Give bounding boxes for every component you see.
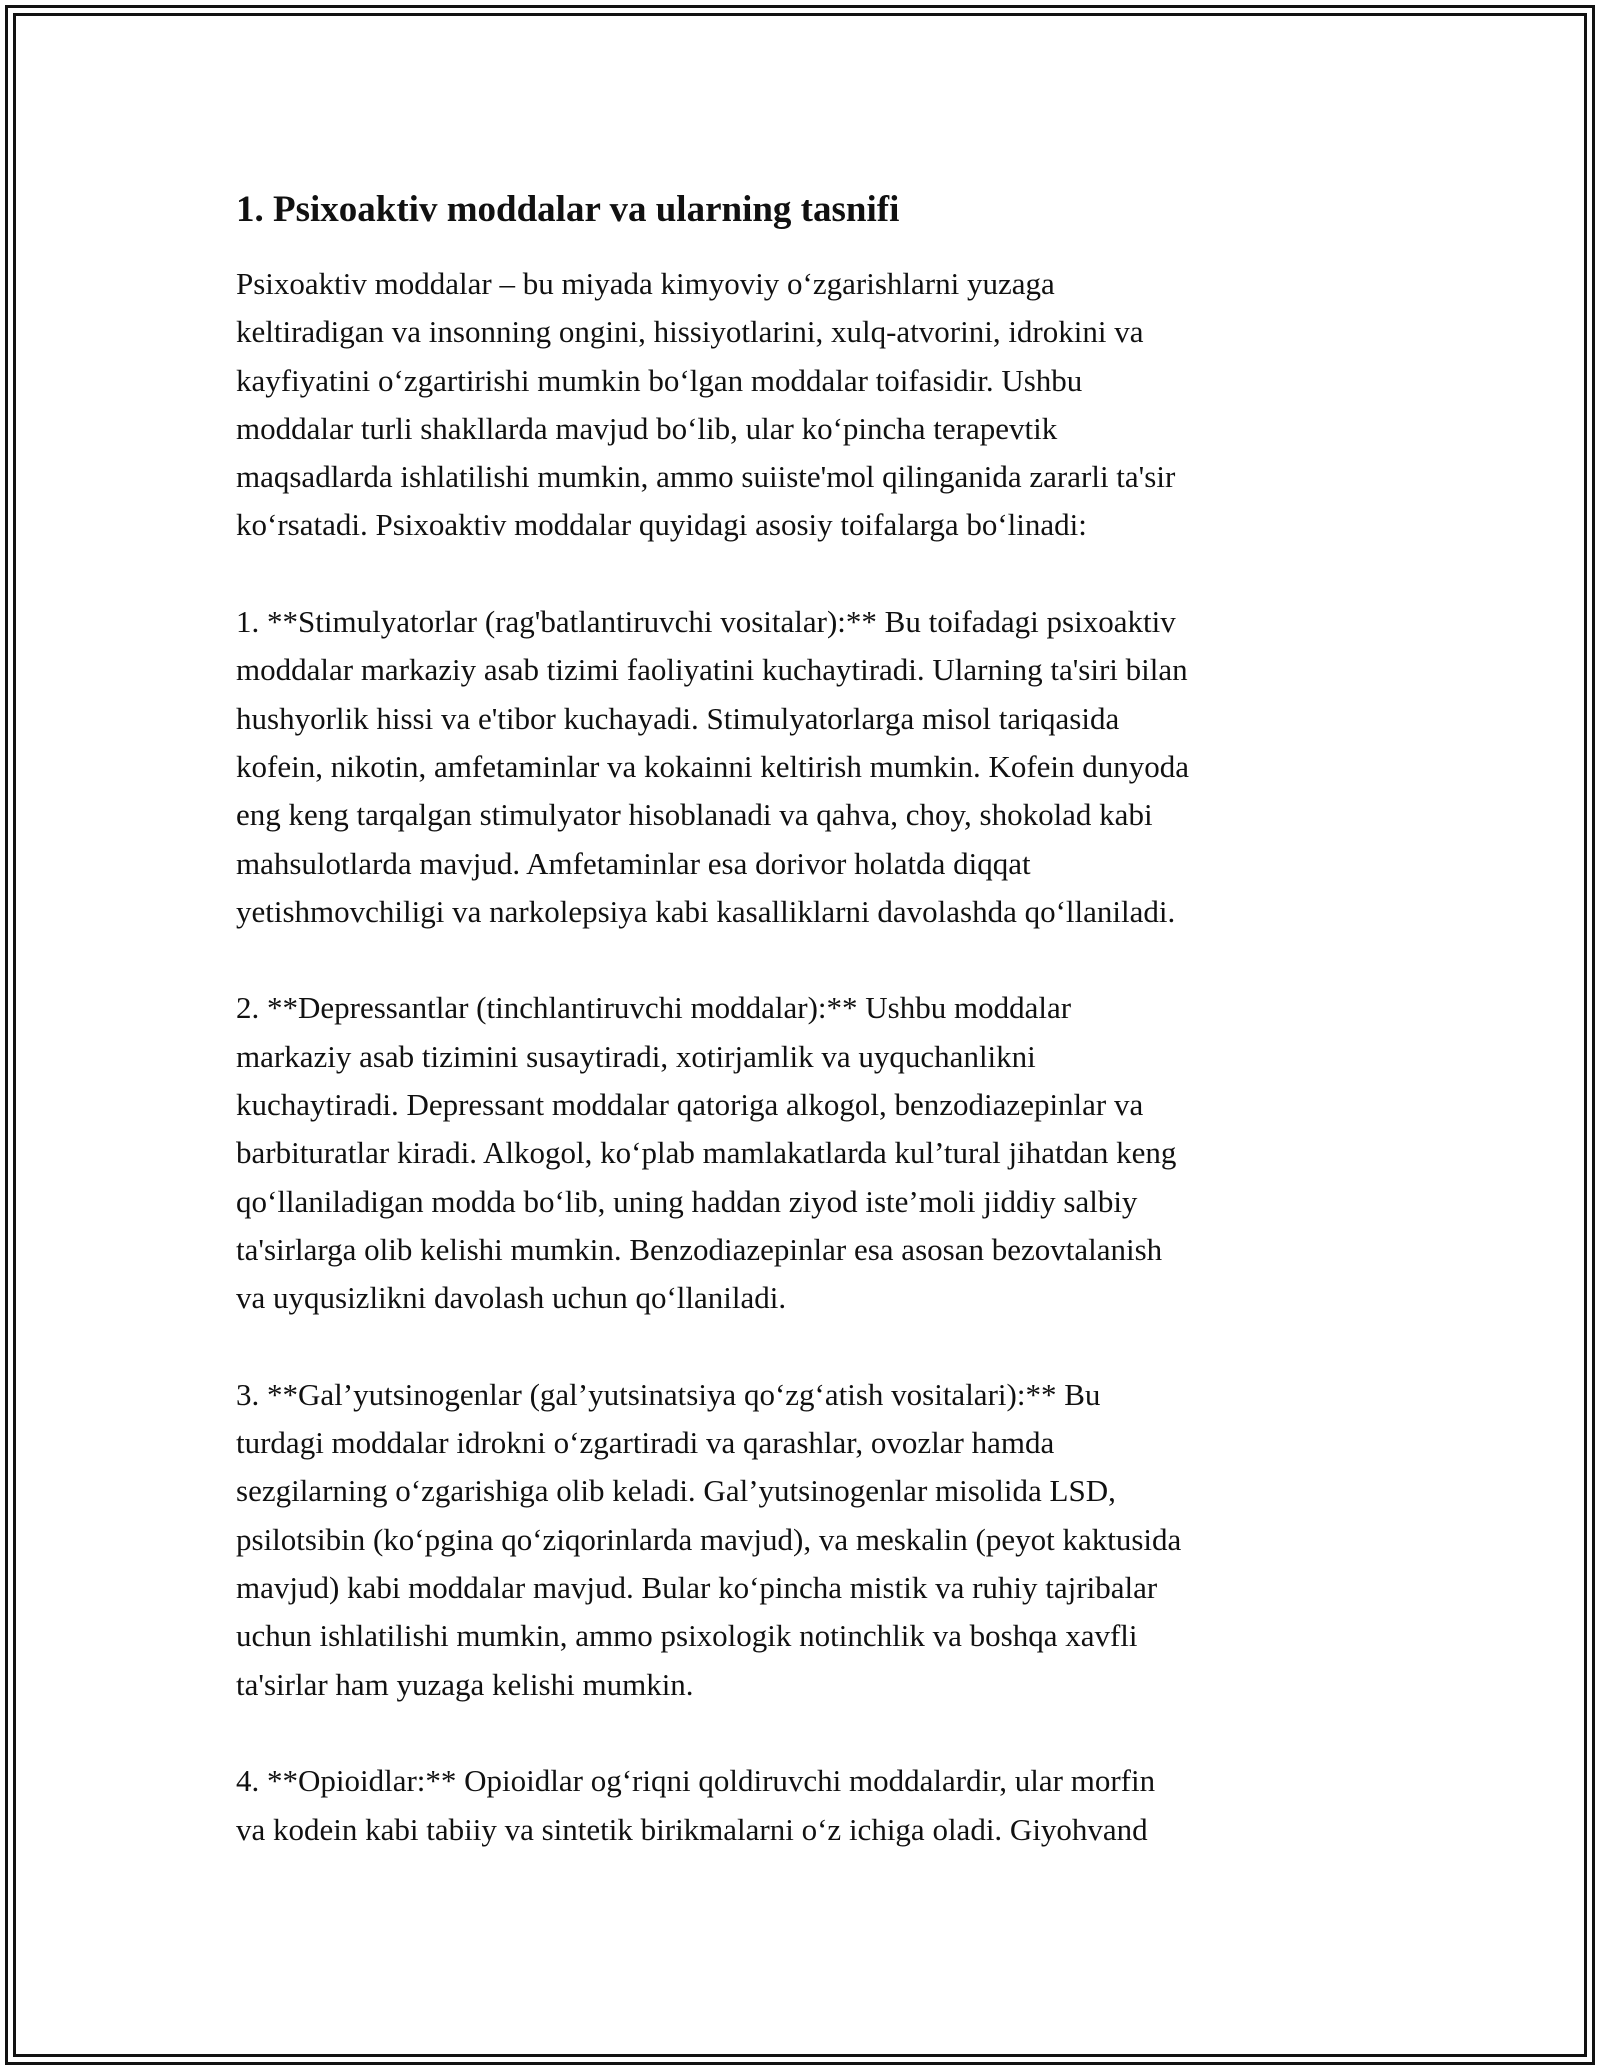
section-heading: 1. Psixoaktiv moddalar va ularning tasnifi <box>236 189 900 230</box>
text-line: kofein, nikotin, amfetaminlar va kokainni keltirish mumkin. Kofein dunyoda <box>236 748 1190 784</box>
text-line: barbituratlar kiradi. Alkogol, koʻplab mamlakatlarda kul’tural jihatdan keng <box>236 1135 1177 1171</box>
text-line: 2. **Depressantlar (tinchlantiruvchi moddalar):** Ushbu moddalar <box>236 990 1072 1026</box>
text-line: mavjud) kabi moddalar mavjud. Bular koʻpincha mistik va ruhiy tajribalar <box>236 1570 1158 1606</box>
text-line: psilotsibin (koʻpgina qoʻziqorinlarda mavjud), va meskalin (peyot kaktusida <box>236 1521 1182 1557</box>
text-line: va uyqusizlikni davolash uchun qoʻllaniladi. <box>236 1280 787 1316</box>
text-line: hushyorlik hissi va e'tibor kuchayadi. Stimulyatorlarga misol tariqasida <box>236 700 1120 736</box>
text-line: yetishmovchiligi va narkolepsiya kabi kasalliklarni davolashda qoʻllaniladi. <box>236 893 1176 929</box>
text-line: kayfiyatini oʻzgartirishi mumkin boʻlgan moddalar toifasidir. Ushbu <box>236 362 1083 398</box>
paragraph-depressants <box>236 984 1366 1322</box>
text-line: maqsadlarda ishlatilishi mumkin, ammo suiiste'mol qilinganida zararli ta'sir <box>236 459 1176 495</box>
text-line: sezgilarning oʻzgarishiga olib keladi. Gal’yutsinogenlar misolida LSD, <box>236 1473 1116 1509</box>
text-line: turdagi moddalar idrokni oʻzgartiradi va qarashlar, ovozlar hamda <box>236 1425 1055 1461</box>
text-line: mahsulotlarda mavjud. Amfetaminlar esa dorivor holatda diqqat <box>236 845 1031 881</box>
text-line: koʻrsatadi. Psixoaktiv moddalar quyidagi asosiy toifalarga boʻlinadi: <box>236 507 1087 543</box>
text-line: moddalar turli shakllarda mavjud boʻlib, ular koʻpincha terapevtik <box>236 410 1058 446</box>
text-line: ta'sirlar ham yuzaga kelishi mumkin. <box>236 1666 694 1702</box>
text-line: qoʻllaniladigan modda boʻlib, uning haddan ziyod iste’moli jiddiy salbiy <box>236 1183 1138 1219</box>
paragraph-stimulants <box>236 598 1366 936</box>
text-line: uchun ishlatilishi mumkin, ammo psixologik notinchlik va boshqa xavfli <box>236 1618 1138 1654</box>
text-line: kuchaytiradi. Depressant moddalar qatoriga alkogol, benzodiazepinlar va <box>236 1087 1144 1123</box>
document-body <box>236 186 1366 1902</box>
text-line: 4. **Opioidlar:** Opioidlar ogʻriqni qoldiruvchi moddalardir, ular morfin <box>236 1763 1156 1799</box>
paragraph-hallucinogens <box>236 1371 1366 1709</box>
text-line: Psixoaktiv moddalar – bu miyada kimyoviy oʻzgarishlarni yuzaga <box>236 266 1055 301</box>
paragraph-opioids <box>236 1757 1366 1854</box>
text-line: 3. **Gal’yutsinogenlar (gal’yutsinatsiya qoʻzgʻatish vositalari):** Bu <box>236 1376 1101 1412</box>
text-line: keltiradigan va insonning ongini, hissiyotlarini, xulq-atvorini, idrokini va <box>236 314 1144 350</box>
text-line: va kodein kabi tabiiy va sintetik birikmalarni oʻz ichiga oladi. Giyohvand <box>236 1811 1148 1847</box>
text-line: 1. **Stimulyatorlar (rag'batlantiruvchi vositalar):** Bu toifadagi psixoaktiv <box>236 604 1176 640</box>
text-line: eng keng tarqalgan stimulyator hisoblanadi va qahva, choy, shokolad kabi <box>236 797 1153 833</box>
text-line: markaziy asab tizimini susaytiradi, xotirjamlik va uyquchanlikni <box>236 1038 1036 1074</box>
text-line: moddalar markaziy asab tizimi faoliyatini kuchaytiradi. Ularning ta'siri bilan <box>236 652 1188 688</box>
text-line: ta'sirlarga olib kelishi mumkin. Benzodiazepinlar esa asosan bezovtalanish <box>236 1231 1163 1267</box>
paragraph-intro <box>236 260 1366 550</box>
